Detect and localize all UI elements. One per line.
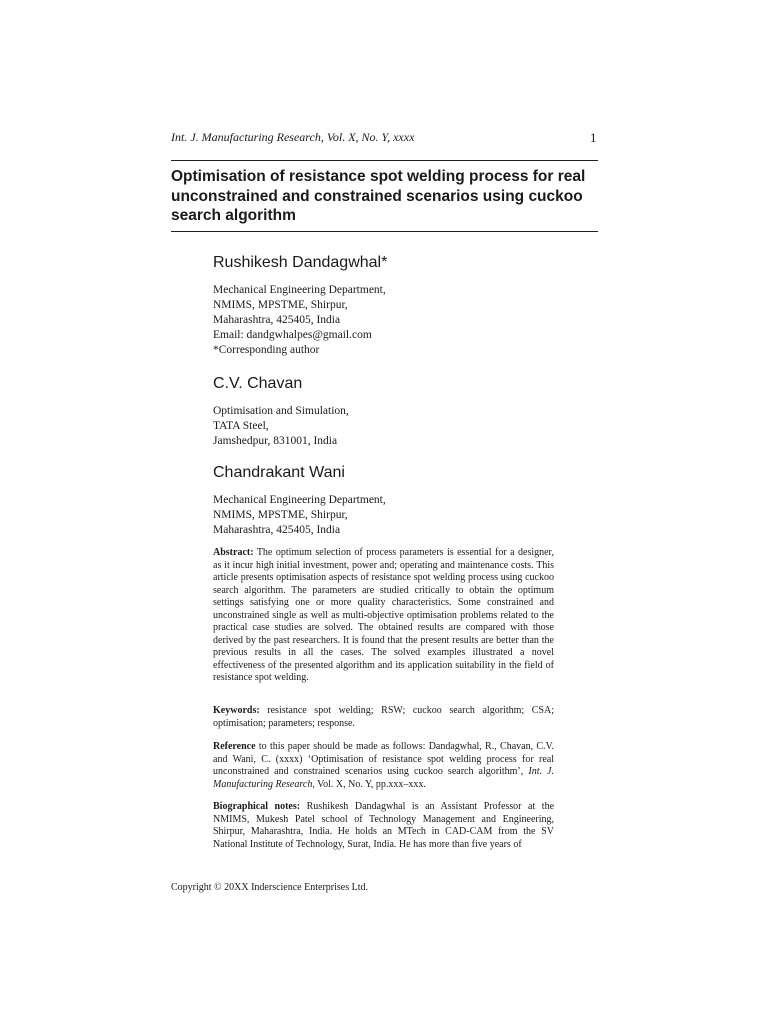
reference-label: Reference [213, 741, 256, 752]
author-block-2 [213, 375, 573, 449]
affiliation-line: Jamshedpur, 831001, India [213, 435, 338, 447]
abstract-label: Abstract: [213, 547, 254, 558]
paper-title: Optimisation of resistance spot welding process for real unconstrained and constrained scenarios using cuckoo search algorithm [171, 168, 586, 224]
page-number: 1 [590, 130, 597, 145]
abstract [213, 547, 554, 685]
reference-volume: , Vol. X, No. Y, pp.xxx–xxx. [312, 778, 426, 790]
affiliation-line: Maharashtra, 425405, India [213, 524, 341, 536]
bio-label: Biographical notes: [213, 801, 301, 812]
author-name: C.V. Chavan [213, 375, 303, 392]
corresponding-author-note: *Corresponding author [213, 344, 320, 356]
keywords-label: Keywords: [213, 705, 260, 716]
reference-text: to this paper should be made as follows: Dandagwhal, R., Chavan, C.V. and Wani, C. (xxxx) ‘Optimisation of resistance spot welding process for real unconstrained and constrained scenarios using cuckoo search algorithm’, [213, 741, 554, 777]
affiliation-line: Mechanical Engineering Department, [213, 494, 386, 506]
affiliation-line: Maharashtra, 425405, India [213, 314, 341, 326]
affiliation-line: NMIMS, MPSTME, Shirpur, [213, 299, 348, 311]
author-block-1 [213, 254, 573, 358]
reference-journal: Int. J. Manufacturing Research [213, 766, 554, 790]
affiliation-line: TATA Steel, [213, 420, 269, 432]
title-rule-top [171, 160, 598, 161]
bio-text: Rushikesh Dandagwhal is an Assistant Professor at the NMIMS, Mukesh Patel school of Technology Management and Engineering, Shirpur, Maharashtra, India. He holds an MTech in CAD-CAM from the SV National Institute of Technology, Surat, India. He has more than five years of [213, 801, 554, 850]
reference-note [213, 741, 554, 791]
biographical-notes [213, 801, 554, 851]
keywords [213, 705, 554, 730]
author-block-3 [213, 464, 573, 538]
title-rule-bottom [171, 231, 598, 232]
affiliation-line: Optimisation and Simulation, [213, 405, 349, 417]
author-name: Chandrakant Wani [213, 464, 345, 481]
keywords-text: resistance spot welding; RSW; cuckoo search algorithm; CSA; optimisation; parameters; response. [213, 705, 554, 729]
author-email: Email: dandgwhalpes@gmail.com [213, 329, 372, 341]
affiliation-line: Mechanical Engineering Department, [213, 284, 386, 296]
affiliation-line: NMIMS, MPSTME, Shirpur, [213, 509, 348, 521]
journal-citation: Int. J. Manufacturing Research, Vol. X, No. Y, xxxx [171, 130, 415, 144]
author-name: Rushikesh Dandagwhal* [213, 254, 388, 271]
abstract-text: The optimum selection of process parameters is essential for a designer, as it incur high initial investment, power and; operating and maintenance costs. This article presents optimisation aspects of resistance spot welding process using cuckoo search algorithm. The parameters are studied critically to obtain the optimum settings satisfying one or more quality characteristics. Some constrained and unconstrained single as well as multi-objective optimisation problems related to the practical case studies are solved. The obtained results are compared with those derived by the past researchers. It is found that the present results are better than the previous results in all the cases. The solved examples illustrated a novel effectiveness of the presented algorithm and its application suitability in the field of resistance spot welding. [213, 547, 554, 683]
copyright-notice: Copyright © 20XX Inderscience Enterprises Ltd. [171, 882, 368, 893]
journal-header [171, 130, 598, 145]
